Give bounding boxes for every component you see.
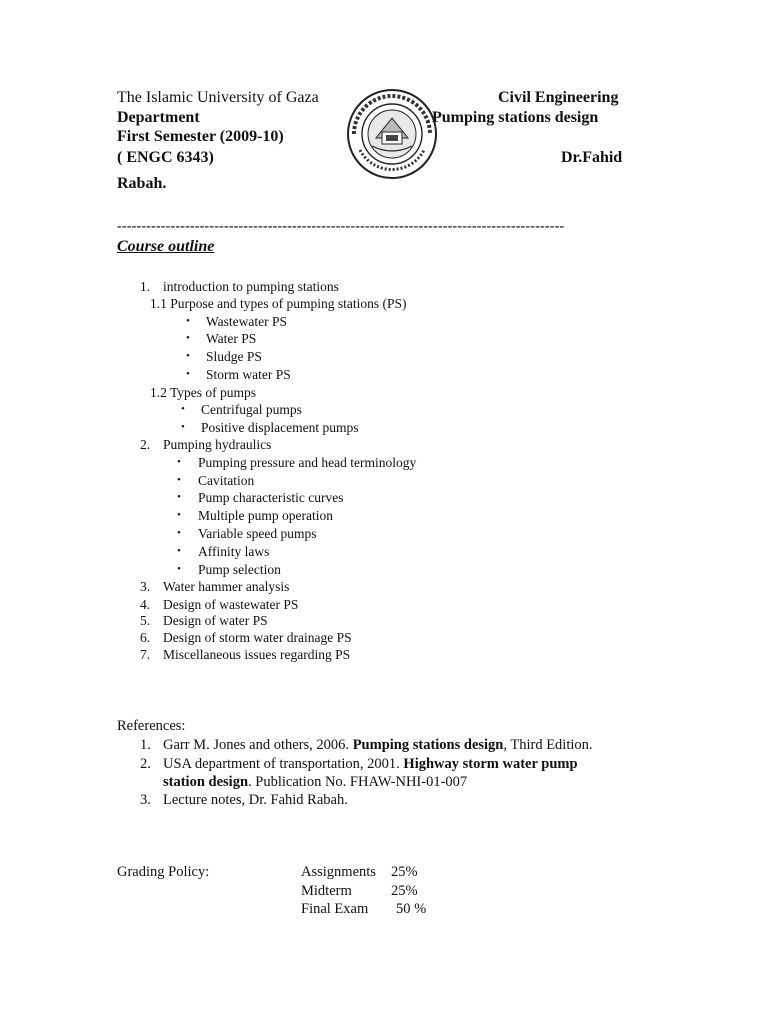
outline-subheading: 1.1 Purpose and types of pumping stations (PS) [150,296,407,311]
grading-value: 50 % [396,901,427,917]
outline-number: 6. [140,630,151,645]
outline-item: Pumping hydraulics [163,437,272,452]
bullet-icon: • [177,563,181,575]
references-label: References: [117,718,186,734]
bullet-icon: • [177,456,181,468]
outline-item: Water hammer analysis [163,579,290,594]
reference-number: 1. [140,737,151,753]
bullet-icon: • [186,368,190,380]
bullet-icon: • [181,403,185,415]
grading-value: 25% [391,864,418,880]
outline-item: Water PS [206,331,257,346]
university-name: The Islamic University of Gaza [117,89,319,106]
bullet-icon: • [177,474,181,486]
outline-number: 2. [140,437,151,452]
faculty-name: Civil Engineering [498,89,619,106]
reference-number: 3. [140,792,151,808]
outline-number: 5. [140,613,151,628]
bullet-icon: • [177,491,181,503]
outline-number: 1. [140,279,151,294]
outline-item: Miscellaneous issues regarding PS [163,647,351,662]
outline-item: Multiple pump operation [198,508,333,523]
outline-item: Affinity laws [198,544,270,559]
outline-item: Variable speed pumps [198,526,317,541]
outline-item: Wastewater PS [206,314,288,329]
outline-item: Centrifugal pumps [201,402,302,417]
reference-item: USA department of transportation, 2001. Highway storm water pump [163,756,578,772]
department-label: Department [117,109,200,126]
outline-number: 3. [140,579,151,594]
bullet-icon: • [186,315,190,327]
outline-item: Design of water PS [163,613,268,628]
bullet-icon: • [186,332,190,344]
grading-label: Grading Policy: [117,864,210,880]
outline-subheading: 1.2 Types of pumps [150,385,257,400]
outline-item: Design of wastewater PS [163,597,299,612]
reference-item: Lecture notes, Dr. Fahid Rabah. [163,792,348,808]
grading-name: Assignments [301,864,376,880]
separator-line: -------------------------------------------------------------------------------------------- [117,219,565,234]
bullet-icon: • [177,545,181,557]
bullet-icon: • [177,509,181,521]
outline-number: 4. [140,597,151,612]
instructor-last: Rabah. [117,175,167,192]
bullet-icon: • [186,350,190,362]
outline-item: Cavitation [198,473,255,488]
bullet-icon: • [181,421,185,433]
outline-item: Pumping pressure and head terminology [198,455,417,470]
outline-item: Storm water PS [206,367,291,382]
course-code: ( ENGC 6343) [117,149,214,166]
outline-item: Positive displacement pumps [201,420,359,435]
outline-item: Design of storm water drainage PS [163,630,352,645]
reference-item: Garr M. Jones and others, 2006. Pumping stations design, Third Edition. [163,737,593,753]
semester: First Semester (2009-10) [117,128,284,145]
course-title: Pumping stations design [432,109,599,126]
outline-item: Pump characteristic curves [198,490,344,505]
grading-value: 25% [391,883,418,899]
university-seal-icon [346,88,438,180]
reference-item-continued: station design. Publication No. FHAW-NHI-01-007 [163,774,468,790]
outline-item: Sludge PS [206,349,262,364]
outline-number: 7. [140,647,151,662]
course-outline-title: Course outline [117,238,215,255]
grading-name: Midterm [301,883,352,899]
grading-name: Final Exam [301,901,369,917]
instructor-first: Dr.Fahid [561,149,623,166]
outline-item: introduction to pumping stations [163,279,339,294]
reference-number: 2. [140,756,151,772]
outline-item: Pump selection [198,562,281,577]
bullet-icon: • [177,527,181,539]
